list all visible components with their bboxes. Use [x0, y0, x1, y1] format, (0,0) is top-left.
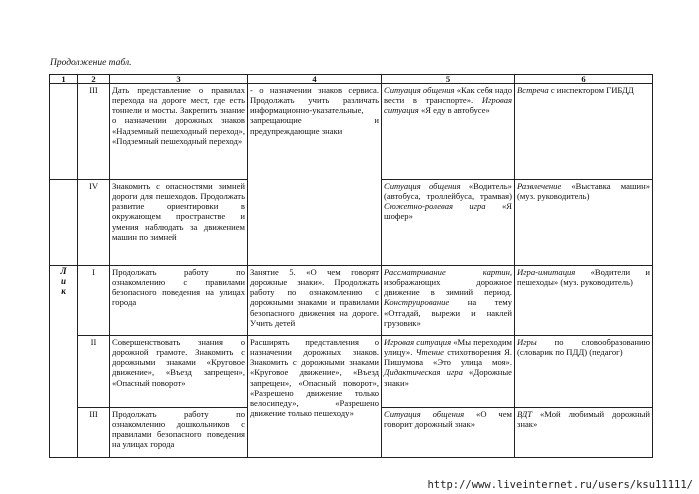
situation-cell — [382, 180, 515, 266]
goal-cell: Дать представление о правилах перехода на дороге мест, где есть тоннели и мосты. Закрепить знание о назначении дорожных знаков «Надземный пешеходный переход», «Подземный пешеходный переход» — [110, 84, 248, 180]
program-cell: Расширять представления о назначении дорожных знаков. Знакомить с дорожными знаками «Круговое движение», «Въезд запрещен», «Опасный поворот», «Разрешено движение только велосипеду», «Разрешено движение только пешеходу» — [248, 336, 382, 458]
situation-text: изображающих дорожное движение в зимний период. — [384, 277, 512, 298]
season-cell — [50, 84, 78, 180]
goal-cell: Знакомить с опасностями зимней дороги для пешеходов. Продолжать развитие ориентировки в окружающем пространстве и умения наблюдать за движением машин по зимней — [110, 180, 248, 266]
header-row — [50, 75, 653, 84]
situation-text: «Водитель» (автобуса, троллейбуса, трамвая) — [384, 181, 512, 202]
table-row — [50, 266, 653, 336]
situation-cell — [382, 266, 515, 336]
col-header-1: 1 — [50, 75, 78, 84]
col-header-6: 6 — [515, 75, 653, 84]
situation-type: Игровая ситуация — [384, 337, 452, 347]
goal-cell: Продолжать работу по ознакомлению дошкольников с правилами безопасного поведения на улицах города — [110, 408, 248, 458]
situation-cell — [382, 408, 515, 458]
season-cell — [50, 180, 78, 266]
meeting-type: Игры — [517, 337, 537, 347]
meeting-type: Встреча — [517, 85, 549, 95]
week-number: II — [78, 336, 110, 408]
week-number: I — [78, 266, 110, 336]
meeting-text: по словообразованию (словарик по ПДД) (педагог) — [517, 337, 650, 358]
situation-text-3: «Дорожные знаки» — [384, 367, 512, 388]
meeting-text: «Водители и пешеходы» (муз. руководитель) — [517, 267, 650, 288]
season-label — [50, 266, 78, 458]
situation-text: «Как себя надо вести в транспорте». — [384, 85, 512, 106]
season-letter: к — [61, 285, 66, 296]
meeting-cell — [515, 408, 653, 458]
meeting-cell — [515, 84, 653, 180]
situation-type: Ситуация общения — [384, 409, 465, 419]
program-cell: - о назначении знаков сервиса. Продолжать учить различать информационно-указательные, запрещающие и предупреждающие знаки — [248, 84, 382, 266]
table-row — [50, 336, 653, 408]
situation-text-2: «Я еду в автобусе» — [418, 105, 490, 116]
table-caption: Продолжение табл. — [50, 58, 132, 68]
meeting-text: с инспектором ГИБДД — [548, 85, 634, 95]
meeting-type: Игра-имитация — [517, 267, 576, 277]
week-number: IV — [78, 180, 110, 266]
goal-cell: Совершенствовать знания о дорожной грамоте. Знакомить с дорожными знаками «Круговое движение», «Въезд запрещен», «Опасный поворот» — [110, 336, 248, 408]
situation-type-3: Дидактическая игра — [384, 367, 463, 378]
situation-type: Рассматривание картин, — [384, 267, 512, 277]
situation-type-2: Чтение — [415, 347, 444, 358]
col-header-4: 4 — [248, 75, 382, 84]
situation-text-2: стихотворения Я. Пишумова «Это улица моя». — [384, 347, 512, 368]
situation-text: «Мы переходим улицу». — [384, 337, 512, 358]
season-letter: и — [60, 275, 66, 286]
meeting-cell — [515, 336, 653, 408]
situation-cell — [382, 84, 515, 180]
table-row — [50, 84, 653, 180]
situation-cell — [382, 336, 515, 408]
meeting-text: «Мой любимый дорожный знак» — [517, 409, 650, 430]
meeting-cell — [515, 266, 653, 336]
col-header-2: 2 — [78, 75, 110, 84]
season-letter: Л — [60, 266, 67, 276]
goal-cell: Продолжать работу по ознакомлению с правилами безопасного поведения на улицах города — [110, 266, 248, 336]
situation-type-2: Сюжетно-ролевая игра — [384, 201, 486, 212]
situation-type-2: Конструирование — [384, 297, 450, 308]
meeting-cell — [515, 180, 653, 266]
col-header-3: 3 — [110, 75, 248, 84]
situation-type: Ситуация общения — [384, 85, 455, 95]
meeting-type: Развлечение — [517, 181, 562, 191]
situation-text-2: «Я шофер» — [384, 201, 512, 222]
situation-type: Ситуация общения — [384, 181, 461, 191]
week-number: III — [78, 84, 110, 180]
program-cell: Занятие 5. «О чем говорят дорожные знаки». Продолжать работу по ознакомлению с дорожными знаками и правилами безопасного движения на дороге. Учить детей — [248, 266, 382, 336]
col-header-5: 5 — [382, 75, 515, 84]
meeting-text: «Выставка машин» (муз. руководитель) — [517, 181, 650, 202]
situation-type-2: Игровая ситуация — [384, 95, 512, 116]
watermark-url: http://www.liveinternet.ru/users/ksu11111/ — [427, 479, 693, 491]
week-number: III — [78, 408, 110, 458]
meeting-type: ВДТ — [517, 409, 533, 419]
situation-text: «О чем говорит дорожный знак» — [384, 409, 512, 430]
lesson-plan-table — [49, 74, 653, 458]
situation-text-2: на тему «Отгадай, вырежи и наклей грузовик» — [384, 297, 512, 328]
